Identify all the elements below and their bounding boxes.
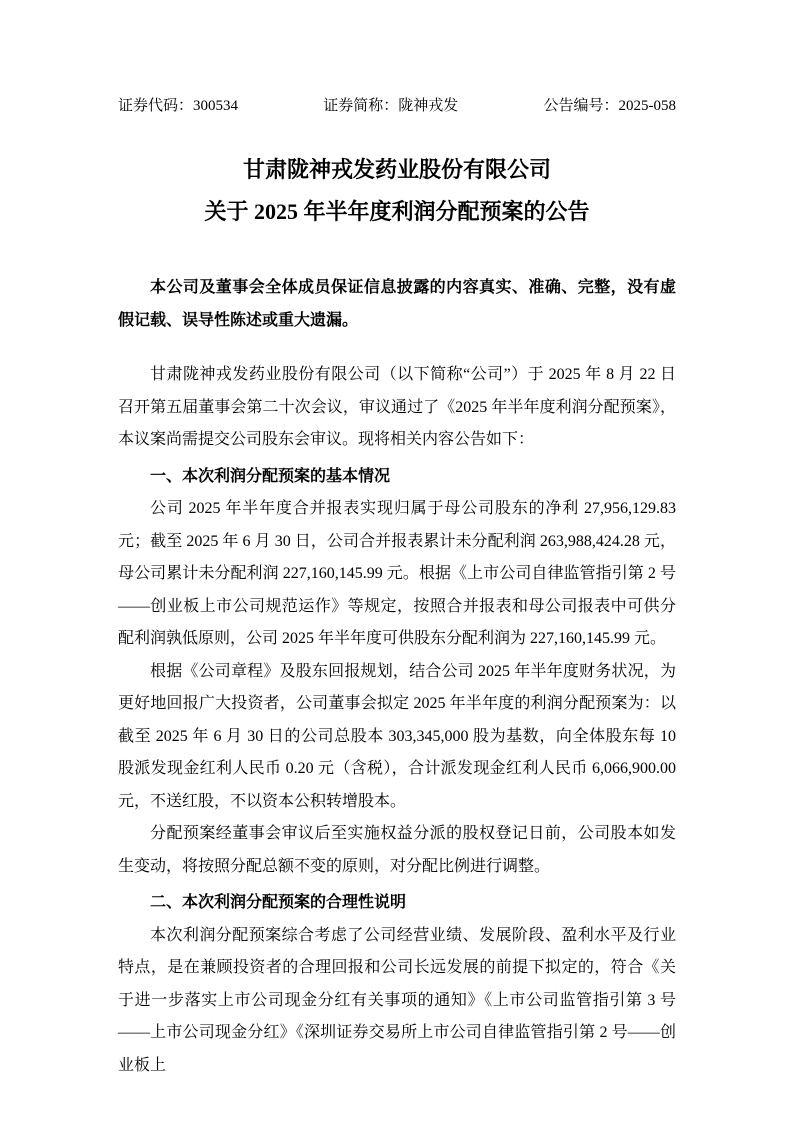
stock-code: 证券代码：300534	[118, 98, 239, 114]
section2-paragraph-1: 本次利润分配预案综合考虑了公司经营业绩、发展阶段、盈利水平及行业特点，是在兼顾投资者的合理回报和公司长远发展的前提下拟定的，符合《关于进一步落实上市公司现金分红有关事项的通知》《上市公司监管指引第 3 号——上市公司现金分红》《深圳证券交易所上市公司自律监管指引第 2 号——创业板上	[118, 926, 676, 1074]
announcement-number: 公告编号：2025-058	[543, 98, 676, 114]
section2-heading: 二、本次利润分配预案的合理性说明	[150, 894, 407, 911]
document-title	[118, 149, 676, 233]
title-subject: 关于 2025 年半年度利润分配预案的公告	[204, 199, 590, 224]
section1-paragraph-3: 分配预案经董事会审议后至实施权益分派的股权登记日前，公司股本如发生变动，将按照分配总额不变的原则，对分配比例进行调整。	[118, 825, 676, 875]
title-company-name: 甘肃陇神戎发药业股份有限公司	[242, 157, 551, 182]
document-body	[118, 359, 676, 1082]
board-disclaimer: 本公司及董事会全体成员保证信息披露的内容真实、准确、完整，没有虚假记载、误导性陈述或重大遗漏。	[118, 279, 676, 329]
section1-paragraph-1: 公司 2025 年半年度合并报表实现归属于母公司股东的净利 27,956,129.83 元；截至 2025 年 6 月 30 日，公司合并报表累计未分配利润 263,988,424.28 元，母公司累计未分配利润 227,160,145.99 元。根据《上市公司自律监管指引第 2 号——创业板上市公司规范运作》等规定，按照合并报表和母公司报表中可供分配利润孰低原则，公司 2025 年半年度可供股东分配利润为 227,160,145.99 元。	[118, 500, 676, 647]
section1-heading: 一、本次利润分配预案的基本情况	[150, 467, 391, 485]
document-header	[118, 96, 676, 116]
section1-paragraph-2: 根据《公司章程》及股东回报规划，结合公司 2025 年半年度财务状况，为更好地回报广大投资者，公司董事会拟定 2025 年半年度的利润分配预案为：以截至 2025 年 6 月 30 日的公司总股本 303,345,000 股为基数，向全体股东每 10 股派发现金红利人民币 0.20 元（含税），合计派发现金红利人民币 6,066,900.00 元，不送红股，不以资本公积转增股本。	[118, 662, 676, 810]
intro-paragraph: 甘肃陇神戎发药业股份有限公司（以下简称“公司”）于 2025 年 8 月 22 日召开第五届董事会第二十次会议，审议通过了《2025 年半年度利润分配预案》，本议案尚需提交公司股东会审议。现将相关内容公告如下：	[118, 366, 676, 448]
stock-short-name: 证券简称：陇神戎发	[323, 98, 459, 114]
